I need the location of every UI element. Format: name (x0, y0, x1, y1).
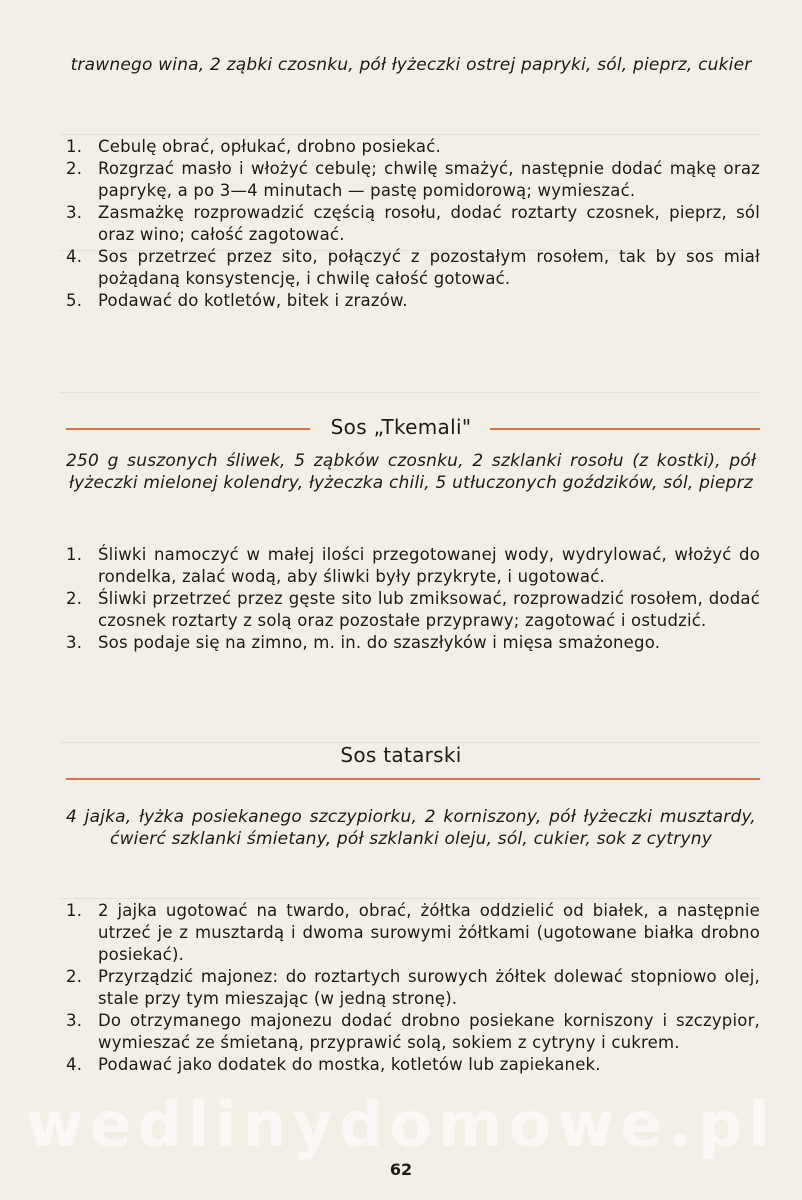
show-through-line (60, 134, 760, 135)
step-number: 3. (66, 203, 83, 222)
step-item (66, 246, 760, 290)
step-text: Podawać jako dodatek do mostka, kotletów lub zapiekanek. (98, 1055, 601, 1074)
steps-list-section1 (66, 136, 760, 312)
step-item (66, 632, 760, 654)
step-item (66, 1054, 760, 1076)
recipe-title-tkemali: Sos „Tkemali" (330, 415, 472, 439)
step-number: 4. (66, 1055, 83, 1074)
step-item (66, 966, 760, 1010)
step-text: Śliwki przetrzeć przez gęste sito lub zmiksować, rozprowadzić rosołem, dodać czosnek roztarty z solą oraz pozostałe przyprawy; zagotować i ostudzić. (98, 589, 760, 630)
step-text: Sos podaje się na zimno, m. in. do szaszłyków i mięsa smażonego. (98, 633, 661, 652)
step-text: Rozgrzać masło i włożyć cebulę; chwilę smażyć, następnie dodać mąkę oraz paprykę, a po 3—4 minutach — pastę pomidorową; wymieszać. (98, 159, 760, 200)
step-text: Przyrządzić majonez: do roztartych surowych żółtek dolewać stopniowo olej, stale przy tym mieszając (w jedną stronę). (98, 967, 760, 1008)
show-through-line (60, 392, 760, 393)
page-number: 62 (389, 1160, 413, 1179)
step-text: Do otrzymanego majonezu dodać drobno posiekane korniszony i szczypior, wymieszać ze śmietaną, przyprawić solą, sokiem z cytryny i cukrem. (98, 1011, 760, 1052)
steps-list-tatarski (66, 900, 760, 1076)
step-item (66, 588, 760, 632)
step-text: Sos przetrzeć przez sito, połączyć z pozostałym rosołem, tak by sos miał pożądaną konsystencję, i chwilę całość gotować. (98, 247, 760, 288)
step-number: 3. (66, 633, 83, 652)
step-number: 2. (66, 967, 83, 986)
step-number: 1. (66, 137, 83, 156)
step-number: 5. (66, 291, 83, 310)
step-item (66, 900, 760, 966)
step-number: 3. (66, 1011, 83, 1030)
step-text: Podawać do kotletów, bitek i zrazów. (98, 291, 408, 310)
ingredients-continued: trawnego wina, 2 ząbki czosnku, pół łyżeczki ostrej papryki, sól, pieprz, cukier (70, 55, 752, 75)
step-item (66, 202, 760, 246)
step-number: 2. (66, 159, 83, 178)
step-text: 2 jajka ugotować na twardo, obrać, żółtka oddzielić od białek, a następnie utrzeć je z musztardą i dwoma surowymi żółtkami (ugotowane białka drobno posiekać). (98, 901, 760, 964)
step-text: Zasmażkę rozprowadzić częścią rosołu, dodać roztarty czosnek, pieprz, sól oraz wino; całość zagotować. (98, 203, 760, 244)
step-item (66, 136, 760, 158)
step-item (66, 1010, 760, 1054)
ingredients-tatarski: 4 jajka, łyżka posiekanego szczypiorku, 2 korniszony, pół łyżeczki musztardy, ćwierć szklanki śmietany, pół szklanki oleju, sól, cukier, sok z cytryny (66, 807, 756, 849)
step-number: 4. (66, 247, 83, 266)
ingredients-tkemali: 250 g suszonych śliwek, 5 ząbków czosnku, 2 szklanki rosołu (z kostki), pół łyżeczki mielonej kolendry, łyżeczka chili, 5 utłuczonych goździków, sól, pieprz (66, 451, 756, 493)
step-text: Cebulę obrać, opłukać, drobno posiekać. (98, 137, 441, 156)
step-number: 2. (66, 589, 83, 608)
recipe-title-tatarski: Sos tatarski (340, 743, 462, 767)
steps-list-tkemali (66, 544, 760, 654)
step-number: 1. (66, 901, 83, 920)
step-number: 1. (66, 545, 83, 564)
title-rule (66, 778, 760, 780)
show-through-line (60, 898, 760, 899)
watermark: wedlinydomowe.pl (26, 1088, 776, 1161)
step-item (66, 544, 760, 588)
step-item (66, 158, 760, 202)
step-item (66, 290, 760, 312)
step-text: Śliwki namoczyć w małej ilości przegotowanej wody, wydrylować, włożyć do rondelka, zalać wodą, aby śliwki były przykryte, i ugotować. (98, 545, 760, 586)
